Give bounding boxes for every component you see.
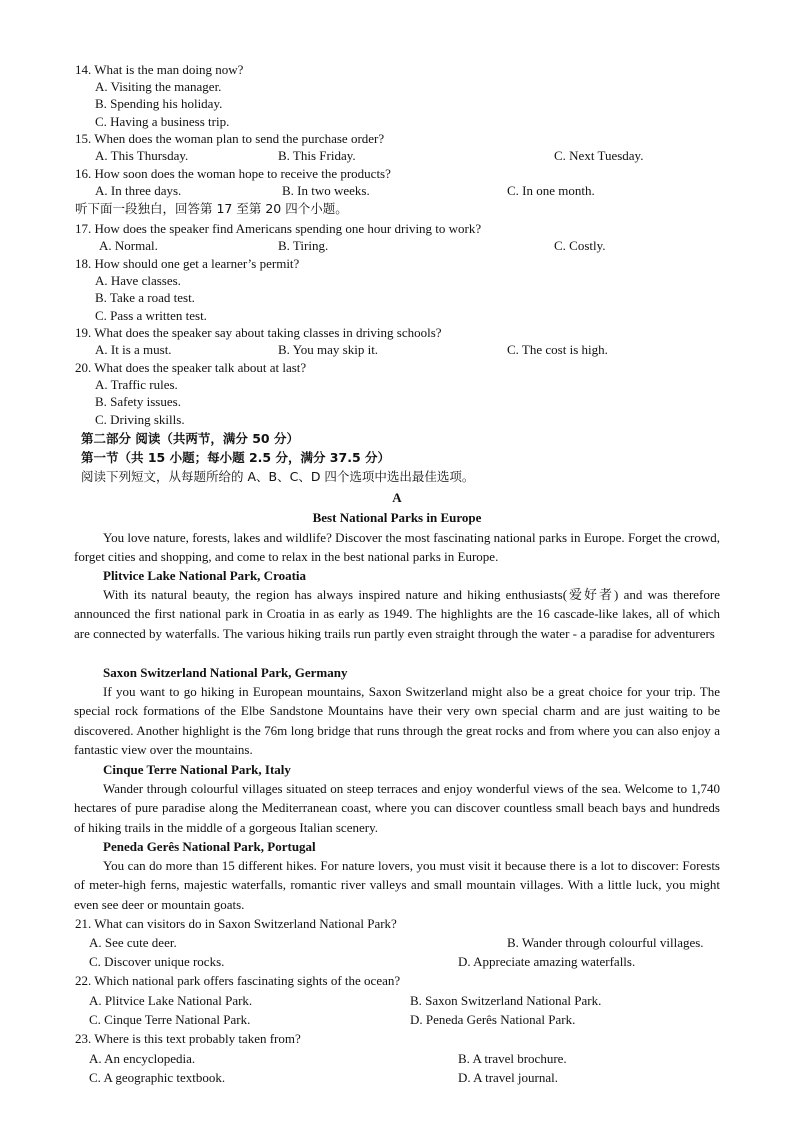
option-b: B. Saxon Switzerland National Park. — [410, 993, 602, 1008]
option-b: B. Spending his holiday. — [95, 96, 223, 111]
option-d: D. A travel journal. — [458, 1070, 559, 1085]
option-b: B. Take a road test. — [95, 290, 195, 305]
question-stem: 18. How should one get a learner’s permit? — [75, 256, 300, 271]
question-stem: 17. How does the speaker find Americans spending one hour driving to work? — [75, 221, 482, 236]
option-b: B. Wander through colourful villages. — [507, 935, 704, 950]
option-b: B. Safety issues. — [95, 394, 181, 409]
park-text-4: You can do more than 15 different hikes. For nature lovers, you must visit it because there is a lot to discover: Forests of meter-high ferns, majestic waterfalls, romantic river valleys and small mountain villages. With a little luck, you might even see deer or mountain goats. — [74, 858, 720, 912]
park-heading-2: Saxon Switzerland National Park, Germany — [103, 665, 348, 680]
question-21 — [0, 915, 794, 933]
option-a: A. Normal. — [99, 238, 158, 253]
option-c: C. In one month. — [507, 183, 595, 198]
question-stem: 14. What is the man doing now? — [75, 62, 244, 77]
reading-instruction: 阅读下列短文，从每题所给的 A、B、C、D 四个选项中选出最佳选项。 — [81, 469, 475, 484]
option-d: D. Appreciate amazing waterfalls. — [458, 954, 636, 969]
question-20 — [0, 359, 794, 377]
option-c: C. Having a business trip. — [95, 114, 230, 129]
park-text-1: With its natural beauty, the region has always inspired nature and hiking enthusiasts(爱好者) and was therefore announced the first national park in Croatia in as early as 1949. The highlights are the 16 cascade-like lakes, all of which are connected by waterfalls. The various hiking trails run partly even straight through the water - a paradise for adventurers — [74, 587, 720, 641]
option-b: B. In two weeks. — [282, 183, 370, 198]
option-a: A. Have classes. — [95, 273, 181, 288]
option-c: C. Discover unique rocks. — [89, 954, 225, 969]
park-text-3: Wander through colourful villages situated on steep terraces and enjoy wonderful views of the sea. Welcome to 1,740 hectares of pure paradise along the Mediterranean coast, where you can discover countless small beach bays and hundreds of hiking trails in the middle of a gorgeous Italian scenery. — [74, 781, 720, 835]
question-stem: 23. Where is this text probably taken from? — [75, 1031, 301, 1046]
option-a: A. This Thursday. — [95, 148, 189, 163]
question-22 — [0, 972, 794, 990]
question-18 — [0, 255, 794, 273]
intro-paragraph — [74, 528, 720, 567]
option-a: A. Traffic rules. — [95, 377, 178, 392]
question-14 — [0, 61, 794, 79]
question-stem: 15. When does the woman plan to send the purchase order? — [75, 131, 385, 146]
question-stem: 22. Which national park offers fascinating sights of the ocean? — [75, 973, 401, 988]
option-c: C. Pass a written test. — [95, 308, 207, 323]
park-paragraph-1 — [74, 585, 720, 643]
option-a: A. Plitvice Lake National Park. — [89, 993, 253, 1008]
option-c: C. Costly. — [554, 238, 606, 253]
park-paragraph-2 — [74, 682, 720, 760]
passage-title: Best National Parks in Europe — [312, 510, 482, 525]
park-paragraph-3 — [74, 779, 720, 837]
part-title: 第二部分 阅读（共两节，满分 50 分） — [81, 431, 299, 446]
monologue-instruction: 听下面一段独白，回答第 17 至第 20 四个小题。 — [75, 201, 348, 216]
park-heading-4: Peneda Gerês National Park, Portugal — [103, 839, 316, 854]
option-c: C. A geographic textbook. — [89, 1070, 226, 1085]
question-17 — [0, 220, 794, 238]
question-stem: 21. What can visitors do in Saxon Switzerland National Park? — [75, 916, 397, 931]
option-a: A. It is a must. — [95, 342, 172, 357]
option-b: B. A travel brochure. — [458, 1051, 567, 1066]
option-a: A. In three days. — [95, 183, 182, 198]
intro-text: You love nature, forests, lakes and wildlife? Discover the most fascinating national parks in Europe. Forget the crowd, forget cities and shopping, and come to relax in the best national parks in Europe. — [74, 530, 720, 565]
option-d: D. Peneda Gerês National Park. — [410, 1012, 576, 1027]
question-23 — [0, 1030, 794, 1048]
question-16 — [0, 165, 794, 183]
option-c: C. Driving skills. — [95, 412, 185, 427]
option-c: C. Cinque Terre National Park. — [89, 1012, 251, 1027]
question-stem: 16. How soon does the woman hope to receive the products? — [75, 166, 391, 181]
park-heading-1: Plitvice Lake National Park, Croatia — [103, 568, 307, 583]
option-b: B. Tiring. — [278, 238, 329, 253]
option-b: B. You may skip it. — [278, 342, 379, 357]
question-stem: 20. What does the speaker talk about at last? — [75, 360, 307, 375]
option-a: A. See cute deer. — [89, 935, 177, 950]
section-title: 第一节（共 15 小题；每小题 2.5 分，满分 37.5 分） — [81, 450, 390, 465]
option-a: A. An encyclopedia. — [89, 1051, 196, 1066]
option-a: A. Visiting the manager. — [95, 79, 222, 94]
park-text-2: If you want to go hiking in European mountains, Saxon Switzerland might also be a great choice for your trip. The special rock formations of the Elbe Sandstone Mountains have their very own special charm and are just waiting to be discovered. Another highlight is the 76m long bridge that runs through the great rocks and from where you can also enjoy a fantastic view over the mountains. — [74, 684, 720, 758]
question-19 — [0, 324, 794, 342]
park-heading-3: Cinque Terre National Park, Italy — [103, 762, 291, 777]
option-b: B. This Friday. — [278, 148, 356, 163]
question-stem: 19. What does the speaker say about taking classes in driving schools? — [75, 325, 442, 340]
park-paragraph-4 — [74, 856, 720, 914]
option-c: C. Next Tuesday. — [554, 148, 644, 163]
question-15 — [0, 130, 794, 148]
option-c: C. The cost is high. — [507, 342, 608, 357]
passage-letter: A — [392, 490, 402, 505]
